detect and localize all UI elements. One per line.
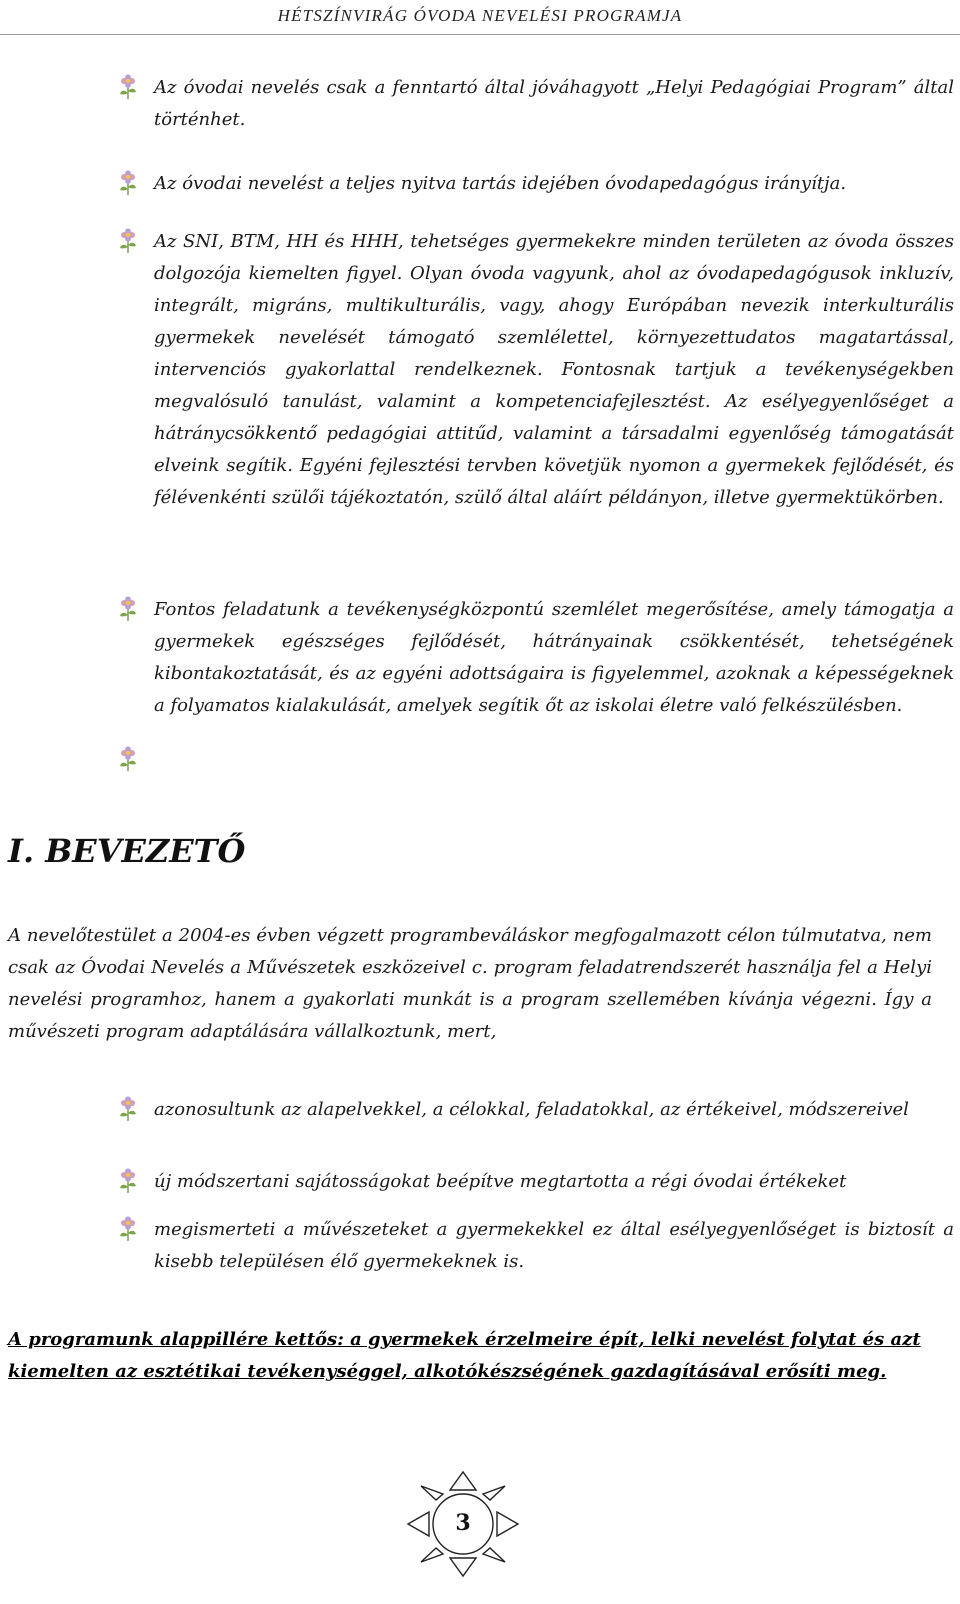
bullet-text: Az SNI, BTM, HH és HHH, tehetséges gyermekekre minden területen az óvoda összes dolgozója kiemelten figyel. Olyan óvoda vagyunk, ahol az óvodapedagógusok inkluzív, integrált, migráns, multikulturális, vagy, ahogy Európában nevezik interkulturális gyermekek nevelését támogató szemlélettel, környezettudatos magatartással, intervenciós gyakorlattal rendelkeznek. Fontosnak tartjuk a tevékenységekben megvalósuló tanulást, valamint a kompetenciafejlesztést. Az esélyegyenlőséget a hátránycsökkentő pedagógiai attitűd, valamint a társadalmi egyenlőség támogatását elveink segítik. Egyéni fejlesztési tervben követjük nyomon a gyermekek fejlődését, és félévenkénti szülői tájékoztatón, szülő által aláírt példányon, illetve gyermektükörben.: [154, 231, 954, 508]
list-item: [118, 168, 954, 226]
bullet-text: Az óvodai nevelés csak a fenntartó által jóváhagyott „Helyi Pedagógiai Program” által történhet.: [154, 77, 954, 130]
bullet-text: Az óvodai nevelést a teljes nyitva tartás idejében óvodapedagógus irányítja.: [154, 173, 847, 194]
closing-statement: A programunk alappillére kettős: a gyermekek érzelmeire épít, lelki nevelést folytat és azt kiemelten az esztétikai tevékenységgel, alkotókészségének gazdagításával erősíti meg.: [8, 1329, 921, 1382]
list-item: [118, 226, 954, 594]
bullet-list-reasons: [118, 1094, 954, 1294]
flower-bullet-icon: [118, 74, 138, 100]
page-number: 3: [455, 1510, 471, 1536]
flower-bullet-icon: [118, 1216, 138, 1242]
flower-bullet-icon: [118, 746, 138, 772]
list-item: [118, 1166, 954, 1214]
bullet-text: megismerteti a művészeteket a gyermekekkel ez által esélyegyenlőséget is biztosít a kisebb településen élő gyermekeknek is.: [154, 1219, 954, 1272]
intro-paragraph: A nevelőtestület a 2004-es évben végzett programbeváláskor megfogalmazott célon túlmutatva, nem csak az Óvodai Nevelés a Művészetek eszközeivel c. program feladatrendszerét használja fel a Helyi nevelési programhoz, hanem a gyakorlati munkát is a program szellemében kívánja végezni. Így a művészeti program adaptálására vállalkoztunk, mert,: [8, 925, 932, 1042]
list-item: [118, 1094, 954, 1166]
flower-bullet-icon: [118, 228, 138, 254]
page-header: [0, 0, 960, 35]
list-item: [118, 72, 954, 168]
flower-bullet-icon: [118, 170, 138, 196]
bullet-text: azonosultunk az alapelvekkel, a célokkal, feladatokkal, az értékeivel, módszereivel: [154, 1099, 909, 1120]
bullet-text: új módszertani sajátosságokat beépítve megtartotta a régi óvodai értékeket: [154, 1171, 847, 1192]
bullet-list-rules: [118, 72, 954, 744]
list-item: [118, 1214, 954, 1294]
header-title: HÉTSZÍNVIRÁG ÓVODA NEVELÉSI PROGRAMJA: [277, 6, 683, 25]
list-item: [118, 594, 954, 744]
bullet-text: Fontos feladatunk a tevékenységközpontú szemlélet megerősítése, amely támogatja a gyermekek egészséges fejlődését, hátrányainak csökkentését, tehetségének kibontakoztatását, és az egyéni adottságaira is figyelemmel, azoknak a képességeknek a folyamatos kialakulását, amelyek segítik őt az iskolai életre való felkészülésben.: [154, 599, 954, 716]
flower-bullet-icon: [118, 596, 138, 622]
page-number-badge: [388, 1470, 538, 1590]
flower-bullet-icon: [118, 1168, 138, 1194]
section-heading: I. BEVEZETŐ: [8, 832, 246, 870]
flower-bullet-icon: [118, 1096, 138, 1122]
